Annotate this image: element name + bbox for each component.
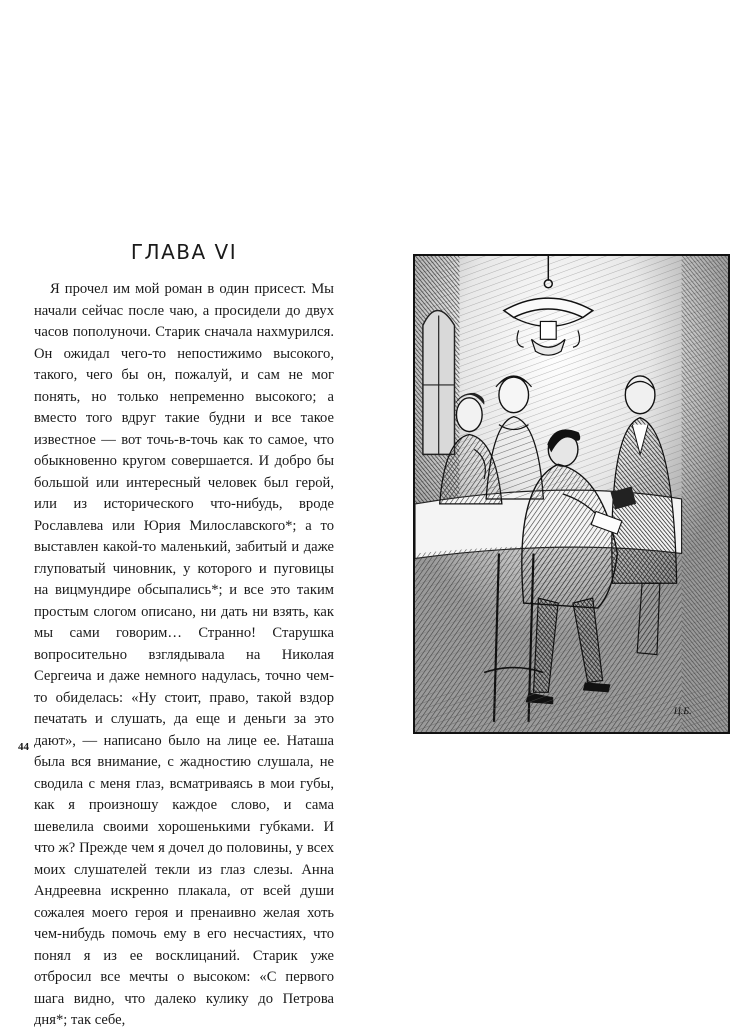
page-number: 44 bbox=[18, 741, 29, 753]
chapter-title: ГЛАВА VI bbox=[130, 240, 238, 264]
illustration-signature: Ц.Б. bbox=[673, 706, 692, 718]
text-page bbox=[34, 240, 334, 1032]
illustration-reading-scene bbox=[413, 254, 730, 734]
chapter-text: Я прочел им мой роман в один присест. Мы начали сейчас после чаю, а просидели до двух часов пополуночи. Старик сначала нахмурился. Он ожидал чего-то непостижимо высокого, такого, чего бы он, пожалуй, и сам не мог понять, но только непременно высокого; а вместо того вдруг такие будни и все такое известное — вот точь-в-точь как то самое, что обыкновенно кругом совершается. И добро бы большой или интересный человек был герой, или из исторического что-нибудь, вроде Рославлева или Юрия Милославского*; а то выставлен какой-то маленький, забитый и даже глуповатый чиновник, у которого и пуговицы на вицмундире обсыпались*; и все это таким простым слогом описано, ни дать ни взять, как мы сами говорим… Странно! Старушка вопросительно взглядывала на Николая Сергеича и даже немного надулась, точно чем-то обиделась: «Ну стоит, право, такой вздор печатать и слушать, да еще и деньги за это дают», — написано было на лице ее. Наташа была вся внимание, с жадностию слушала, не сводила с меня глаз, всматриваясь в мои губы, как я произношу каждое слово, и сама шевелила своими хорошенькими губками. И что ж? Прежде чем я дочел до половины, у всех моих слушателей текли из глаз слезы. Анна Андреевна искренно плакала, от всей души сожалея моего героя и пренаивно желая хоть чем-нибудь помочь ему в его несчастиях, что понял я из ее восклицаний. Старик уже отбросил все мечты о высоком: «С первого шага видно, что далеко кулику до Петрова дня*; так себе, bbox=[34, 281, 334, 1028]
